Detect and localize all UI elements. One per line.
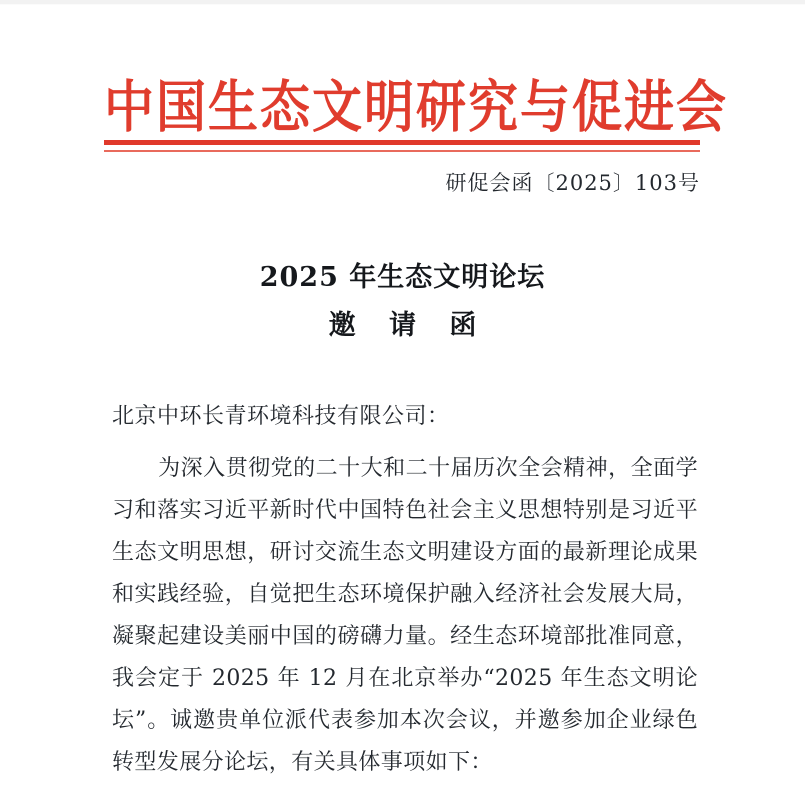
- recipient-line: 北京中环长青环境科技有限公司：: [112, 404, 450, 429]
- document-title-block: [0, 258, 805, 346]
- document-title-subtitle: 邀 请 函: [328, 310, 489, 341]
- letterhead-organization-title: 中国生态文明研究与促进会: [104, 74, 728, 141]
- document-title-main: 2025 年生态文明论坛: [259, 262, 546, 293]
- document-number: 研促会函〔2025〕103号: [445, 171, 700, 195]
- letterhead: [104, 74, 728, 141]
- top-edge-strip-shadow: [0, 4, 805, 5]
- document-body: [112, 398, 698, 784]
- letterhead-rule-thin: [104, 150, 700, 152]
- body-paragraph: [112, 448, 698, 784]
- body-paragraph-text: 为深入贯彻党的二十大和二十届历次全会精神，全面学习和落实习近平新时代中国特色社会主义思想特别是习近平生态文明思想，研讨交流生态文明建设方面的最新理论成果和实践经验，自觉把生态环境保护融入经济社会发展大局，凝聚起建设美丽中国的磅礴力量。经生态环境部批准同意，我会定于 2025 年 12 月在北京举办“2025 年生态文明论坛”。诚邀贵单位派代表参加本次会议，并邀参加企业绿色转型发展分论坛，有关具体事项如下：: [112, 456, 698, 775]
- letterhead-rule-thick: [104, 140, 700, 145]
